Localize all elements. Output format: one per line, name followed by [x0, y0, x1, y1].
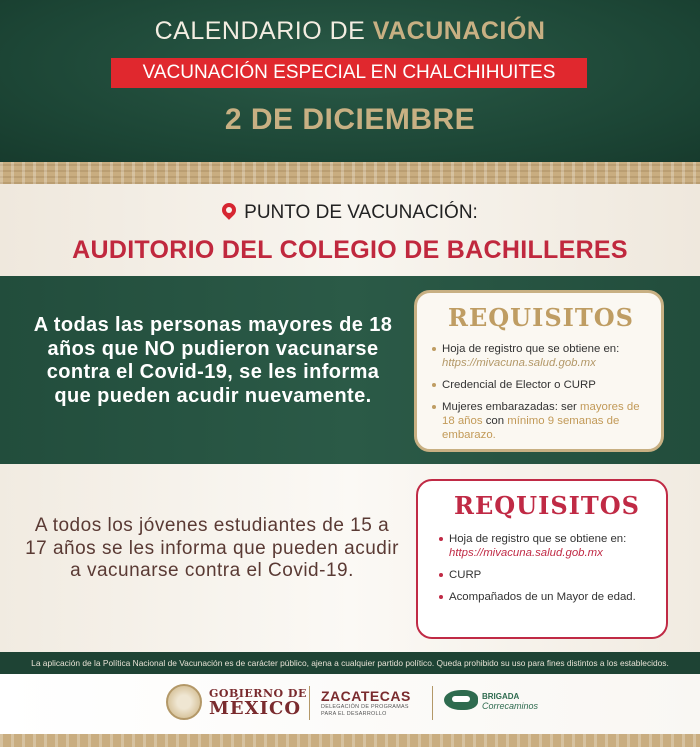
event-date: 2 DE DICIEMBRE [224, 103, 476, 136]
zac-line3: PARA EL DESARROLLO [321, 710, 387, 717]
subtitle-banner: VACUNACIÓN ESPECIAL EN CHALCHIHUITES [111, 58, 587, 88]
youth-section [0, 464, 700, 652]
page-title [0, 17, 700, 46]
decorative-band [0, 162, 700, 184]
location-label-row [0, 202, 700, 224]
decorative-band [0, 734, 700, 747]
gobierno-mexico-logo [209, 687, 307, 718]
requirement-item [438, 532, 656, 560]
registration-link[interactable]: https://mivacuna.salud.gob.mx [442, 357, 596, 369]
gob-line1: GOBIERNO DE [209, 687, 307, 700]
mexico-seal-icon [166, 684, 202, 720]
requirement-text: con [482, 415, 508, 427]
youth-requirements-card [416, 479, 668, 639]
requirement-highlight: mínimo 9 semanas de embarazo. [442, 415, 620, 441]
requirements-title: REQUISITOS [454, 491, 640, 520]
requirement-item [431, 400, 651, 442]
adults-section [0, 276, 700, 464]
footer-logos [0, 674, 700, 747]
gob-line2: MÉXICO [209, 698, 302, 719]
adults-message: A todas las personas mayores de 18 años que NO pudieron vacunarse contra el Covid-19, se les informa que pueden acudir nuevamente. [33, 314, 393, 407]
youth-message: A todos los jóvenes estudiantes de 15 a 17 años se les informa que pueden acudir a vacunarse contra el Covid-19. [25, 515, 399, 581]
requirement-item: Acompañados de un Mayor de edad. [438, 590, 656, 604]
location-place: AUDITORIO DEL COLEGIO DE BACHILLERES [72, 236, 628, 264]
adults-requirements-card [414, 290, 664, 452]
requirement-text: Mujeres embarazadas: ser [442, 401, 581, 413]
title-bold: VACUNACIÓN [372, 17, 546, 45]
requirement-item [431, 342, 651, 370]
requirement-highlight: mayores de 18 años [442, 401, 640, 427]
requirements-title: REQUISITOS [448, 303, 634, 332]
header-banner [0, 0, 700, 162]
registration-link[interactable]: https://mivacuna.salud.gob.mx [449, 547, 603, 559]
location-section [0, 184, 700, 276]
zac-line1: ZACATECAS [321, 688, 411, 704]
brig-line2: Correcaminos [482, 701, 539, 711]
logo-divider [432, 686, 433, 720]
location-pin-icon [219, 200, 239, 220]
brigada-bird-icon [444, 690, 478, 710]
brigada-logo [482, 692, 538, 711]
zac-line2: DELEGACIÓN DE PROGRAMAS [321, 704, 409, 710]
title-prefix: CALENDARIO DE [154, 17, 373, 45]
location-label: PUNTO DE VACUNACIÓN: [244, 202, 478, 223]
requirement-text: Hoja de registro que se obtiene en: [449, 533, 627, 545]
logo-divider [309, 686, 310, 720]
zacatecas-logo [321, 688, 411, 717]
disclaimer-text: La aplicación de la Política Nacional de Vacunación es de carácter público, ajena a cualquier partido político. Queda prohibido su uso para fines distintos a los establecidos. [0, 652, 700, 674]
requirement-text: Hoja de registro que se obtiene en: [442, 343, 620, 355]
requirement-item: CURP [438, 568, 656, 582]
brig-line1: BRIGADA [482, 692, 520, 701]
requirement-item: Credencial de Elector o CURP [431, 378, 651, 392]
